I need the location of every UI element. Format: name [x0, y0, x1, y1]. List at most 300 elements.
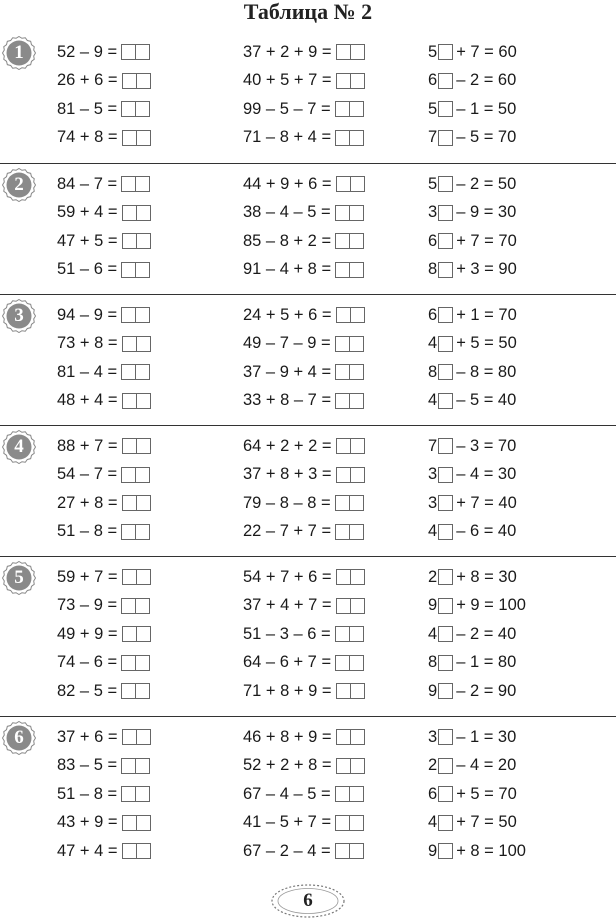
equation-row	[57, 358, 151, 387]
equation-row	[57, 489, 151, 518]
equation-text: 83 – 5 =	[57, 756, 118, 775]
answer-boxes[interactable]	[335, 495, 364, 511]
answer-box-units[interactable]	[349, 130, 364, 146]
equation-text: 88 + 7 =	[57, 436, 118, 455]
equation-known-digit: 7	[428, 128, 438, 147]
missing-digit-box[interactable]	[438, 843, 453, 859]
answer-box-tens[interactable]	[336, 598, 351, 614]
equation-known-digit: 5	[428, 42, 438, 61]
equation-known-digit: 7	[428, 436, 438, 455]
equation-text: 44 + 9 + 6 =	[243, 174, 332, 193]
answer-box-tens[interactable]	[335, 262, 350, 278]
equation-row	[428, 489, 517, 518]
equation-text: 38 – 4 – 5 =	[243, 203, 331, 222]
page-number-badge	[270, 883, 346, 919]
answer-box-tens[interactable]	[335, 130, 350, 146]
answer-boxes[interactable]	[121, 101, 150, 117]
answer-box-units[interactable]	[135, 786, 150, 802]
answer-box-tens[interactable]	[336, 729, 351, 745]
equation-text: 52 – 9 =	[57, 42, 118, 61]
equation-known-digit: 4	[428, 391, 438, 410]
missing-digit-box[interactable]	[438, 44, 453, 60]
answer-box-units[interactable]	[135, 101, 150, 117]
answer-box-units[interactable]	[136, 438, 151, 454]
answer-box-tens[interactable]	[336, 176, 351, 192]
missing-digit-box[interactable]	[438, 598, 453, 614]
equation-text: 47 + 4 =	[57, 841, 118, 860]
equation-row	[243, 563, 365, 592]
equation-text: – 2 = 40	[456, 624, 517, 643]
answer-box-units[interactable]	[350, 307, 365, 323]
answer-boxes[interactable]	[335, 626, 364, 642]
equation-known-digit: 4	[428, 624, 438, 643]
answer-boxes[interactable]	[335, 815, 364, 831]
answer-box-units[interactable]	[136, 843, 151, 859]
page-number: 6	[303, 890, 313, 911]
answer-box-units[interactable]	[135, 655, 150, 671]
answer-box-tens[interactable]	[336, 307, 351, 323]
answer-boxes[interactable]	[335, 205, 364, 221]
answer-boxes[interactable]	[335, 364, 364, 380]
answer-boxes[interactable]	[335, 130, 364, 146]
column-missing-digit	[428, 170, 517, 284]
missing-digit-box[interactable]	[438, 569, 453, 585]
missing-digit-box[interactable]	[438, 786, 453, 802]
answer-box-tens[interactable]	[122, 73, 137, 89]
section-number-badge	[2, 299, 36, 333]
answer-boxes[interactable]	[335, 524, 364, 540]
answer-boxes[interactable]	[336, 467, 365, 483]
answer-box-tens[interactable]	[121, 262, 136, 278]
answer-box-units[interactable]	[136, 626, 151, 642]
missing-digit-box[interactable]	[438, 495, 453, 511]
equation-row	[428, 837, 526, 866]
answer-box-units[interactable]	[135, 467, 150, 483]
answer-box-tens[interactable]	[335, 626, 350, 642]
answer-box-units[interactable]	[349, 786, 364, 802]
answer-box-units[interactable]	[349, 495, 364, 511]
column-three-term	[243, 170, 365, 284]
answer-box-units[interactable]	[350, 73, 365, 89]
equation-text: 26 + 6 =	[57, 71, 118, 90]
answer-box-tens[interactable]	[121, 176, 136, 192]
equation-text: 51 – 8 =	[57, 784, 118, 803]
equation-text: 85 – 8 + 2 =	[243, 231, 332, 250]
answer-box-units[interactable]	[349, 101, 364, 117]
answer-box-tens[interactable]	[122, 569, 137, 585]
answer-box-units[interactable]	[135, 758, 150, 774]
answer-boxes[interactable]	[335, 101, 364, 117]
answer-boxes[interactable]	[122, 336, 151, 352]
answer-boxes[interactable]	[335, 262, 364, 278]
section-number-badge	[2, 430, 36, 464]
answer-box-tens[interactable]	[122, 843, 137, 859]
equation-known-digit: 8	[428, 653, 438, 672]
answer-box-units[interactable]	[349, 262, 364, 278]
equation-known-digit: 2	[428, 756, 438, 775]
equation-text: 37 – 9 + 4 =	[243, 362, 332, 381]
equation-row	[428, 301, 517, 330]
answer-box-units[interactable]	[136, 393, 151, 409]
equation-known-digit: 8	[428, 260, 438, 279]
missing-digit-box[interactable]	[438, 393, 453, 409]
equation-text: 48 + 4 =	[57, 391, 118, 410]
answer-box-tens[interactable]	[122, 626, 137, 642]
equation-row	[57, 563, 151, 592]
equation-row	[428, 38, 517, 67]
equation-known-digit: 5	[428, 174, 438, 193]
answer-box-units[interactable]	[350, 729, 365, 745]
answer-box-units[interactable]	[136, 495, 151, 511]
missing-digit-box[interactable]	[438, 683, 453, 699]
answer-box-units[interactable]	[349, 233, 364, 249]
equation-known-digit: 4	[428, 334, 438, 353]
missing-digit-box[interactable]	[438, 729, 453, 745]
column-subtraction-addition	[57, 432, 151, 546]
answer-boxes[interactable]	[336, 44, 365, 60]
answer-box-units[interactable]	[136, 233, 151, 249]
answer-box-units[interactable]	[350, 598, 365, 614]
answer-boxes[interactable]	[121, 786, 150, 802]
answer-boxes[interactable]	[335, 786, 364, 802]
missing-digit-box[interactable]	[438, 524, 453, 540]
equation-text: + 3 = 90	[456, 260, 517, 279]
answer-boxes[interactable]	[335, 233, 364, 249]
equation-text: 51 – 6 =	[57, 260, 118, 279]
answer-box-units[interactable]	[350, 467, 365, 483]
answer-boxes[interactable]	[121, 683, 150, 699]
missing-digit-box[interactable]	[438, 467, 453, 483]
equation-text: 64 – 6 + 7 =	[243, 653, 332, 672]
equation-row	[428, 518, 517, 547]
equation-text: 64 + 2 + 2 =	[243, 436, 332, 455]
missing-digit-box[interactable]	[438, 205, 453, 221]
answer-box-tens[interactable]	[122, 205, 137, 221]
answer-box-tens[interactable]	[121, 758, 136, 774]
answer-boxes[interactable]	[122, 569, 151, 585]
equation-row	[243, 432, 365, 461]
equation-text: + 8 = 100	[456, 841, 526, 860]
answer-boxes[interactable]	[122, 729, 151, 745]
equation-row	[57, 95, 151, 124]
answer-box-tens[interactable]	[122, 233, 137, 249]
equation-row	[57, 518, 151, 547]
answer-box-tens[interactable]	[335, 393, 350, 409]
answer-boxes[interactable]	[122, 130, 151, 146]
equation-text: + 7 = 40	[456, 493, 517, 512]
answer-box-units[interactable]	[350, 438, 365, 454]
answer-boxes[interactable]	[335, 843, 364, 859]
equation-text: 73 + 8 =	[57, 334, 118, 353]
equation-row	[428, 330, 517, 359]
answer-box-tens[interactable]	[336, 683, 351, 699]
answer-box-units[interactable]	[349, 364, 364, 380]
equation-text: 37 + 4 + 7 =	[243, 596, 332, 615]
answer-boxes[interactable]	[336, 683, 365, 699]
answer-box-tens[interactable]	[336, 438, 351, 454]
answer-box-tens[interactable]	[121, 364, 136, 380]
answer-box-tens[interactable]	[335, 336, 350, 352]
answer-box-tens[interactable]	[122, 438, 137, 454]
answer-box-units[interactable]	[135, 524, 150, 540]
answer-boxes[interactable]	[335, 655, 364, 671]
missing-digit-box[interactable]	[438, 73, 453, 89]
section-number: 4	[14, 436, 24, 457]
section-number: 3	[14, 305, 24, 326]
equation-text: 51 – 3 – 6 =	[243, 624, 331, 643]
answer-boxes[interactable]	[121, 524, 150, 540]
answer-box-units[interactable]	[349, 655, 364, 671]
equation-text: 24 + 5 + 6 =	[243, 305, 332, 324]
answer-box-units[interactable]	[135, 364, 150, 380]
answer-boxes[interactable]	[122, 233, 151, 249]
equation-text: 99 – 5 – 7 =	[243, 99, 331, 118]
answer-box-tens[interactable]	[121, 307, 136, 323]
answer-box-tens[interactable]	[335, 815, 350, 831]
answer-box-tens[interactable]	[121, 101, 136, 117]
answer-box-units[interactable]	[349, 843, 364, 859]
equation-text: 73 – 9 =	[57, 596, 118, 615]
answer-boxes[interactable]	[122, 495, 151, 511]
answer-box-tens[interactable]	[336, 569, 351, 585]
answer-box-tens[interactable]	[336, 44, 351, 60]
missing-digit-box[interactable]	[438, 438, 453, 454]
equation-row	[57, 330, 151, 359]
equation-row	[428, 432, 517, 461]
equation-known-digit: 6	[428, 784, 438, 803]
answer-boxes[interactable]	[122, 393, 151, 409]
missing-digit-box[interactable]	[438, 233, 453, 249]
equation-row	[57, 677, 151, 706]
answer-box-units[interactable]	[136, 729, 151, 745]
equation-row	[57, 780, 151, 809]
missing-digit-box[interactable]	[438, 758, 453, 774]
answer-box-units[interactable]	[135, 262, 150, 278]
section-number: 2	[14, 174, 24, 195]
equation-row	[243, 124, 365, 153]
answer-box-units[interactable]	[349, 626, 364, 642]
answer-box-tens[interactable]	[122, 495, 137, 511]
answer-box-tens[interactable]	[335, 495, 350, 511]
equation-text: 91 – 4 + 8 =	[243, 260, 332, 279]
answer-boxes[interactable]	[122, 626, 151, 642]
equation-text: 22 – 7 + 7 =	[243, 522, 332, 541]
equation-text: – 2 = 90	[456, 681, 517, 700]
answer-box-units[interactable]	[349, 205, 364, 221]
answer-boxes[interactable]	[122, 73, 151, 89]
equation-text: 81 – 4 =	[57, 362, 118, 381]
answer-boxes[interactable]	[336, 598, 365, 614]
answer-boxes[interactable]	[122, 815, 151, 831]
answer-box-tens[interactable]	[121, 683, 136, 699]
answer-boxes[interactable]	[336, 73, 365, 89]
answer-box-tens[interactable]	[121, 655, 136, 671]
answer-boxes[interactable]	[122, 438, 151, 454]
answer-box-tens[interactable]	[121, 598, 136, 614]
answer-boxes[interactable]	[121, 467, 150, 483]
column-missing-digit	[428, 563, 526, 706]
answer-boxes[interactable]	[336, 729, 365, 745]
equation-text: 46 + 8 + 9 =	[243, 727, 332, 746]
equation-text: 27 + 8 =	[57, 493, 118, 512]
equation-row	[243, 387, 365, 416]
equation-row	[243, 518, 365, 547]
equation-text: – 5 = 40	[456, 391, 517, 410]
equation-row	[57, 837, 151, 866]
answer-box-units[interactable]	[350, 176, 365, 192]
equation-text: 59 + 4 =	[57, 203, 118, 222]
equation-row	[243, 461, 365, 490]
answer-box-tens[interactable]	[335, 843, 350, 859]
answer-box-tens[interactable]	[122, 130, 137, 146]
answer-box-tens[interactable]	[121, 524, 136, 540]
column-missing-digit	[428, 432, 517, 546]
section-divider	[0, 556, 616, 557]
column-subtraction-addition	[57, 301, 151, 415]
answer-boxes[interactable]	[336, 438, 365, 454]
answer-boxes[interactable]	[121, 176, 150, 192]
answer-boxes[interactable]	[121, 758, 150, 774]
equation-row	[428, 592, 526, 621]
answer-box-tens[interactable]	[335, 364, 350, 380]
equation-row	[243, 592, 365, 621]
equation-known-digit: 3	[428, 465, 438, 484]
answer-boxes[interactable]	[121, 262, 150, 278]
answer-boxes[interactable]	[335, 393, 364, 409]
missing-digit-box[interactable]	[438, 101, 453, 117]
answer-box-units[interactable]	[136, 569, 151, 585]
column-three-term	[243, 38, 365, 152]
equation-text: + 8 = 30	[456, 567, 517, 586]
missing-digit-box[interactable]	[438, 655, 453, 671]
equation-row	[243, 199, 365, 228]
missing-digit-box[interactable]	[438, 176, 453, 192]
equation-text: 71 + 8 + 9 =	[243, 681, 332, 700]
equation-text: – 3 = 70	[456, 436, 517, 455]
equation-row	[57, 432, 151, 461]
equation-row	[57, 387, 151, 416]
section-number: 6	[14, 727, 24, 748]
missing-digit-box[interactable]	[438, 336, 453, 352]
section-divider	[0, 716, 616, 717]
equation-text: 59 + 7 =	[57, 567, 118, 586]
answer-box-tens[interactable]	[121, 786, 136, 802]
answer-box-units[interactable]	[135, 598, 150, 614]
answer-boxes[interactable]	[121, 44, 150, 60]
equation-text: + 7 = 70	[456, 231, 517, 250]
answer-box-tens[interactable]	[122, 393, 137, 409]
column-missing-digit	[428, 301, 517, 415]
answer-boxes[interactable]	[121, 364, 150, 380]
equation-text: 84 – 7 =	[57, 174, 118, 193]
answer-box-units[interactable]	[349, 336, 364, 352]
answer-box-tens[interactable]	[335, 205, 350, 221]
equation-row	[428, 620, 526, 649]
section-number: 1	[14, 42, 24, 63]
equation-text: 37 + 8 + 3 =	[243, 465, 332, 484]
answer-boxes[interactable]	[121, 655, 150, 671]
answer-box-units[interactable]	[349, 815, 364, 831]
answer-box-tens[interactable]	[335, 101, 350, 117]
equation-row	[428, 124, 517, 153]
equation-text: 40 + 5 + 7 =	[243, 71, 332, 90]
section-number-badge	[2, 721, 36, 755]
section-number-badge	[2, 561, 36, 595]
answer-box-units[interactable]	[135, 307, 150, 323]
equation-known-digit: 6	[428, 231, 438, 250]
missing-digit-box[interactable]	[438, 307, 453, 323]
missing-digit-box[interactable]	[438, 626, 453, 642]
equation-known-digit: 4	[428, 813, 438, 832]
missing-digit-box[interactable]	[438, 130, 453, 146]
equation-row	[428, 677, 526, 706]
answer-boxes[interactable]	[122, 205, 151, 221]
answer-box-units[interactable]	[135, 683, 150, 699]
answer-boxes[interactable]	[336, 307, 365, 323]
answer-box-units[interactable]	[350, 44, 365, 60]
answer-box-tens[interactable]	[335, 524, 350, 540]
equation-row	[243, 677, 365, 706]
answer-box-units[interactable]	[135, 44, 150, 60]
missing-digit-box[interactable]	[438, 815, 453, 831]
answer-box-units[interactable]	[136, 336, 151, 352]
equation-text: + 7 = 60	[456, 42, 517, 61]
equation-row	[428, 809, 526, 838]
equation-row	[428, 227, 517, 256]
answer-boxes[interactable]	[121, 598, 150, 614]
equation-text: 94 – 9 =	[57, 305, 118, 324]
answer-box-tens[interactable]	[122, 729, 137, 745]
answer-box-units[interactable]	[350, 569, 365, 585]
answer-box-tens[interactable]	[121, 467, 136, 483]
answer-box-tens[interactable]	[336, 73, 351, 89]
column-subtraction-addition	[57, 723, 151, 866]
answer-box-units[interactable]	[136, 73, 151, 89]
answer-boxes[interactable]	[122, 843, 151, 859]
answer-boxes[interactable]	[335, 336, 364, 352]
answer-box-tens[interactable]	[122, 336, 137, 352]
equation-row	[243, 780, 365, 809]
answer-box-units[interactable]	[350, 683, 365, 699]
missing-digit-box[interactable]	[438, 262, 453, 278]
answer-box-tens[interactable]	[336, 758, 351, 774]
answer-box-units[interactable]	[136, 205, 151, 221]
missing-digit-box[interactable]	[438, 364, 453, 380]
answer-boxes[interactable]	[336, 569, 365, 585]
answer-box-units[interactable]	[350, 758, 365, 774]
answer-box-tens[interactable]	[335, 655, 350, 671]
column-three-term	[243, 723, 365, 866]
answer-boxes[interactable]	[336, 758, 365, 774]
equation-row	[57, 170, 151, 199]
answer-box-tens[interactable]	[121, 44, 136, 60]
equation-row	[243, 489, 365, 518]
answer-boxes[interactable]	[336, 176, 365, 192]
answer-box-tens[interactable]	[336, 467, 351, 483]
equation-row	[428, 752, 526, 781]
equation-text: 71 – 8 + 4 =	[243, 128, 332, 147]
answer-box-units[interactable]	[136, 130, 151, 146]
answer-box-tens[interactable]	[335, 786, 350, 802]
answer-box-tens[interactable]	[122, 815, 137, 831]
answer-boxes[interactable]	[121, 307, 150, 323]
answer-box-units[interactable]	[136, 815, 151, 831]
answer-box-units[interactable]	[349, 393, 364, 409]
answer-box-units[interactable]	[135, 176, 150, 192]
answer-box-units[interactable]	[349, 524, 364, 540]
answer-box-tens[interactable]	[335, 233, 350, 249]
equation-text: 54 + 7 + 6 =	[243, 567, 332, 586]
